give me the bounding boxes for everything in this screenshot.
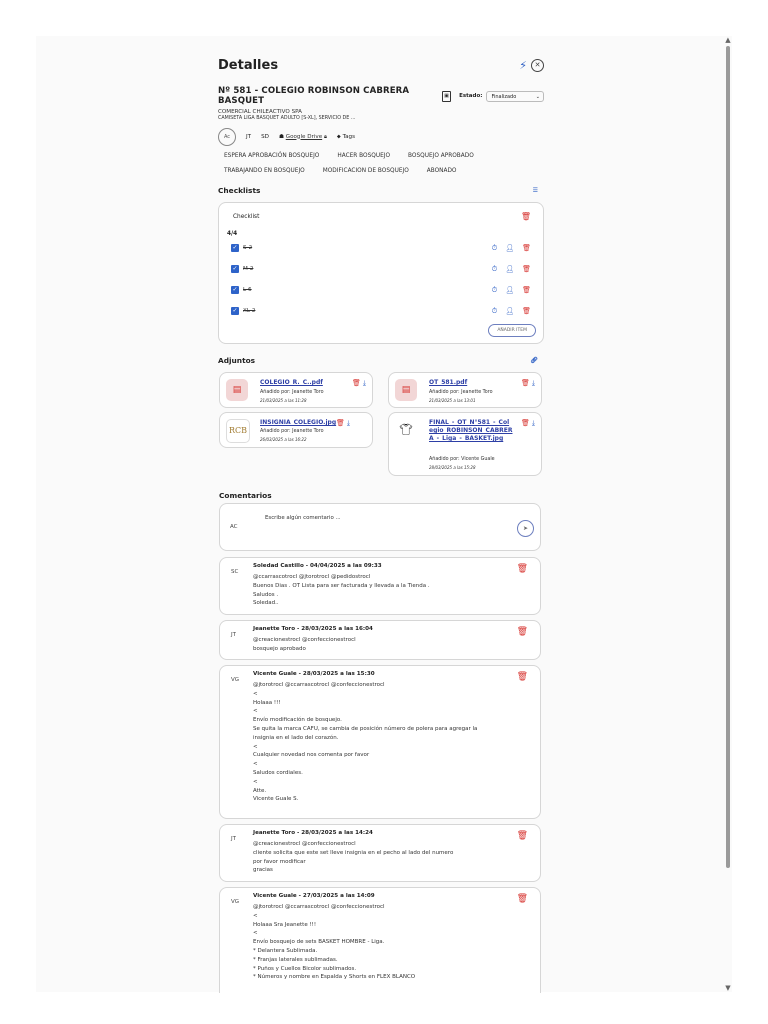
timer-icon[interactable]: ⏱︎ xyxy=(491,285,498,294)
checklist-item-actions xyxy=(492,244,531,253)
estado-value: Finalizado xyxy=(491,93,517,100)
trash-icon[interactable]: 🗑︎ xyxy=(521,419,530,427)
checklist-count: 4/4 xyxy=(227,231,238,237)
header-icons xyxy=(519,59,544,72)
avatar: VG xyxy=(231,899,240,905)
tag-item[interactable]: ABONADO xyxy=(426,168,457,174)
comment-line: cliente solicita que este set lleve insignia en el pecho al lado del numero xyxy=(253,849,454,856)
comment-line: bosquejo aprobado xyxy=(253,645,306,652)
comment-line: Se quita la marca CAFU, se cambia de posición número de polera para agregar la xyxy=(253,725,478,732)
panel-title: Detalles xyxy=(218,57,279,73)
comment-body xyxy=(253,903,523,982)
checklist-item-actions xyxy=(492,286,531,295)
comment-line: * Franjas laterales sublimadas. xyxy=(253,956,338,963)
order-row xyxy=(218,86,544,106)
attachment-uploader: Añadido por: Jeanette Toro xyxy=(260,429,324,434)
avatar: VG xyxy=(231,677,240,683)
tag-item[interactable]: HACER BOSQUEJO xyxy=(337,153,391,159)
pdf-file-icon: ▤ xyxy=(395,379,417,401)
attachment-uploader: Añadido por: Vicente Guale xyxy=(429,457,495,462)
comment-line: * Puños y Cuellos Bicolor sublimados. xyxy=(253,965,357,972)
assign-user-icon[interactable]: 👤︎ xyxy=(505,285,515,294)
tags-button[interactable] xyxy=(337,134,355,141)
comment-line: Soledad.. xyxy=(253,600,279,607)
comment-line: Envío modificación de bosquejo. xyxy=(253,717,342,724)
comment-line: Saludos . xyxy=(253,591,279,598)
comment-line: Envío bosquejo de sets BASKET HOMBRE - Liga. xyxy=(253,939,385,946)
comment-line: Holaaa Sra Jeanette !!! xyxy=(253,921,317,928)
scroll-down-icon[interactable]: ▼ xyxy=(725,984,731,992)
comment-card xyxy=(219,557,541,615)
download-icon[interactable]: ⤓ xyxy=(362,379,366,387)
avatar: SC xyxy=(231,569,239,575)
comment-input-box xyxy=(219,503,541,551)
product-description: CAMISETA LIGA BASQUET ADULTO [S-XL], SERVICIO DE ... xyxy=(218,116,356,121)
comment-body xyxy=(253,840,523,875)
attachment-actions xyxy=(521,379,535,388)
comment-line: Atte. xyxy=(253,787,267,794)
attachments-title: Adjuntos xyxy=(218,356,256,365)
assign-user-icon[interactable]: 👤︎ xyxy=(505,243,515,252)
drive-label: Google Drive xyxy=(285,133,323,140)
comment-body xyxy=(253,573,523,608)
scrollbar[interactable] xyxy=(724,36,732,992)
google-drive-link[interactable] xyxy=(279,134,327,141)
tag-item[interactable]: BOSQUEJO APROBADO xyxy=(408,153,474,159)
comment-card xyxy=(219,620,541,660)
comment-line: < xyxy=(253,690,258,697)
attachment-date: 21/03/2025 a las 11:28 xyxy=(260,398,307,403)
scroll-up-icon[interactable]: ▲ xyxy=(725,36,731,44)
add-item-button[interactable]: AÑADIR ITEM xyxy=(488,324,536,337)
avatar: JT xyxy=(231,632,236,638)
send-icon[interactable]: ➤ xyxy=(517,520,534,537)
trash-icon[interactable]: 🗑︎ xyxy=(336,419,345,427)
trash-icon[interactable]: 🗑︎ xyxy=(522,243,531,252)
close-icon[interactable]: ✕ xyxy=(531,59,544,72)
checklist-item-label: XL-2 xyxy=(243,308,256,314)
attachment-card xyxy=(388,372,542,408)
order-title: Nº 581 - COLEGIO ROBINSON CABRERA BASQUET xyxy=(218,86,410,106)
comment-line: Holaaa !!! xyxy=(253,699,281,706)
comment-body xyxy=(253,681,523,804)
attachment-link[interactable]: COLEGIO_R._C..pdf xyxy=(260,379,323,386)
lock-icon: 🔒︎ xyxy=(323,133,327,140)
meta-row xyxy=(218,128,544,146)
tag-list xyxy=(218,153,524,174)
checklist-item xyxy=(231,242,531,254)
comment-card xyxy=(219,824,541,882)
checklist-item xyxy=(231,284,531,296)
attachment-actions xyxy=(336,419,350,428)
comment-line: < xyxy=(253,761,258,768)
timer-icon[interactable]: ⏱︎ xyxy=(491,306,498,315)
checklist-card xyxy=(218,202,544,344)
checklist-item xyxy=(231,263,531,275)
panel-header xyxy=(218,54,544,76)
assign-user-icon[interactable]: 👤︎ xyxy=(505,264,515,273)
attachment-date: 26/03/2025 a las 16:22 xyxy=(260,437,307,442)
comment-line: Buenos Dias . OT Lista para ser facturada y llevada a la Tienda . xyxy=(253,582,430,589)
estado-label: Estado: xyxy=(459,93,483,99)
estado-select[interactable] xyxy=(486,91,544,102)
chevron-down-icon: ⌄ xyxy=(535,93,540,100)
drive-icon: ☗ xyxy=(278,133,284,140)
attachment-link[interactable]: OT_581.pdf xyxy=(429,379,468,386)
comment-line: @jtorotrocl @ccarrascotrocl @confeccionestrocl xyxy=(253,904,385,910)
trash-icon[interactable]: 🗑︎ xyxy=(516,894,528,904)
pdf-file-icon: ▤ xyxy=(226,379,248,401)
comment-line: < xyxy=(253,912,258,919)
attachment-actions xyxy=(352,379,366,388)
copy-icon[interactable]: ▣ xyxy=(442,91,451,102)
checkbox[interactable]: ✓ xyxy=(232,244,238,251)
tag-icon: ⬥ xyxy=(336,133,341,140)
assigned-user-sd[interactable]: SD xyxy=(261,134,269,140)
avatar: JT xyxy=(231,836,236,842)
attachment-card xyxy=(219,412,373,448)
avatar[interactable]: Ac xyxy=(218,128,236,146)
comment-line: por favor modificar xyxy=(253,858,306,865)
paperclip-icon[interactable]: 🔗︎ xyxy=(530,357,538,364)
trash-icon[interactable]: 🗑︎ xyxy=(516,627,528,637)
client-name: COMERCIAL CHILEACTIVO SPA xyxy=(218,109,302,115)
checklists-title: Checklists xyxy=(218,186,261,195)
comment-input[interactable]: Escribe algún comentario ... xyxy=(265,515,341,521)
list-add-icon[interactable]: ☰ xyxy=(532,187,538,194)
trash-icon[interactable]: 🗑︎ xyxy=(522,285,531,294)
comment-line: insignia en el lado del corazón. xyxy=(253,734,339,741)
comment-line: @ccarrascotrocl @jtorotrocl @pedidostrocl xyxy=(253,574,371,580)
trash-icon[interactable]: 🗑︎ xyxy=(522,306,531,315)
comment-header: Soledad Castillo - 04/04/2025 a las 09:33 xyxy=(253,563,382,569)
comment-line: Cualquier novedad nos comenta por favor xyxy=(253,752,370,759)
comment-line: < xyxy=(253,708,258,715)
comment-header: Vicente Guale - 27/03/2025 a las 14:09 xyxy=(253,893,375,899)
comment-line: gracias xyxy=(253,867,273,874)
attachment-link[interactable]: INSIGNIA_COLEGIO.jpg xyxy=(260,419,337,426)
attachment-date: 21/03/2025 a las 13:01 xyxy=(429,398,476,403)
attachment-date: 28/03/2025 a las 15:28 xyxy=(429,465,476,470)
attachment-uploader: Añadido por: Jeanette Toro xyxy=(429,390,493,395)
attachment-card xyxy=(219,372,373,408)
tag-item[interactable]: ESPERA APROBACIÓN BOSQUEJO xyxy=(224,153,320,159)
attachment-uploader: Añadido por: Jeanette Toro xyxy=(260,390,324,395)
attachment-card xyxy=(388,412,542,476)
trash-icon[interactable]: 🗑︎ xyxy=(352,379,361,387)
comment-line: < xyxy=(253,778,258,785)
comment-line: < xyxy=(253,930,258,937)
comment-line: @jtorotrocl @ccarrascotrocl @confeccionestrocl xyxy=(253,682,385,688)
trash-icon[interactable]: 🗑︎ xyxy=(516,672,528,682)
comment-line: @creacionestrocl @confeccionestrocl xyxy=(253,637,356,643)
bolt-icon[interactable]: ⚡ xyxy=(519,58,527,72)
comment-header: Vicente Guale - 28/03/2025 a las 15:30 xyxy=(253,671,375,677)
comment-line: Vicente Guale S. xyxy=(253,796,299,803)
checkbox[interactable]: ✓ xyxy=(232,307,238,314)
trash-icon[interactable]: 🗑︎ xyxy=(522,264,531,273)
download-icon[interactable]: ⤓ xyxy=(531,419,535,427)
checkbox[interactable]: ✓ xyxy=(232,286,238,293)
checklist-item-label: M-2 xyxy=(243,266,254,272)
tag-item[interactable]: TRABAJANDO EN BOSQUEJO xyxy=(224,168,305,174)
checklist-item-label: S-2 xyxy=(243,245,253,251)
attachment-actions xyxy=(521,419,535,428)
comment-line: @creacionestrocl @confeccionestrocl xyxy=(253,841,356,847)
checklist-item-label: L-6 xyxy=(243,287,252,293)
comment-body xyxy=(253,636,523,654)
tag-item[interactable]: MODIFICACION DE BOSQUEJO xyxy=(322,168,409,174)
comments-title: Comentarios xyxy=(219,491,272,500)
download-icon[interactable]: ⤓ xyxy=(531,379,535,387)
trash-icon[interactable]: 🗑︎ xyxy=(516,564,528,574)
comment-line: Saludos cordiales. xyxy=(253,769,303,776)
checklist-name: Checklist xyxy=(233,214,260,220)
trash-icon[interactable]: 🗑︎ xyxy=(521,379,530,387)
checklist-item-actions xyxy=(492,265,531,274)
attachments-header xyxy=(218,356,544,365)
scrollbar-thumb[interactable] xyxy=(726,46,730,868)
attachment-link[interactable]: FINAL_-_OT_N°581_-_Colegio_ROBINSON_CABRERA_-_Liga_-_BASKET.jpg xyxy=(429,419,513,442)
trash-icon[interactable]: 🗑︎ xyxy=(520,212,531,221)
comment-line: < xyxy=(253,743,258,750)
comment-header: Jeanette Toro - 28/03/2025 a las 16:04 xyxy=(253,626,373,632)
comment-line: * Números y nombre en Espalda y Shorts en FLEX BLANCO xyxy=(253,974,416,981)
download-icon[interactable]: ⤓ xyxy=(346,419,350,427)
avatar: AC xyxy=(230,524,238,530)
assign-user-icon[interactable]: 👤︎ xyxy=(505,306,515,315)
comment-line: * Delantera Sublimada. xyxy=(253,947,318,954)
assigned-user-jt[interactable]: JT xyxy=(246,134,252,140)
comment-header: Jeanette Toro - 28/03/2025 a las 14:24 xyxy=(253,830,373,836)
checkbox[interactable]: ✓ xyxy=(232,265,238,272)
tags-label: Tags xyxy=(342,133,356,140)
jersey-thumbnail: 👕︎ xyxy=(395,419,417,441)
comment-card xyxy=(219,665,541,819)
details-panel xyxy=(218,48,544,365)
insignia-thumbnail: RCB xyxy=(226,419,250,443)
comment-card xyxy=(219,887,541,993)
checklists-header xyxy=(218,186,544,195)
checklist-item-actions xyxy=(492,307,531,316)
trash-icon[interactable]: 🗑︎ xyxy=(516,831,528,841)
checklist-item xyxy=(231,305,531,317)
timer-icon[interactable]: ⏱︎ xyxy=(491,264,498,273)
timer-icon[interactable]: ⏱︎ xyxy=(491,243,498,252)
